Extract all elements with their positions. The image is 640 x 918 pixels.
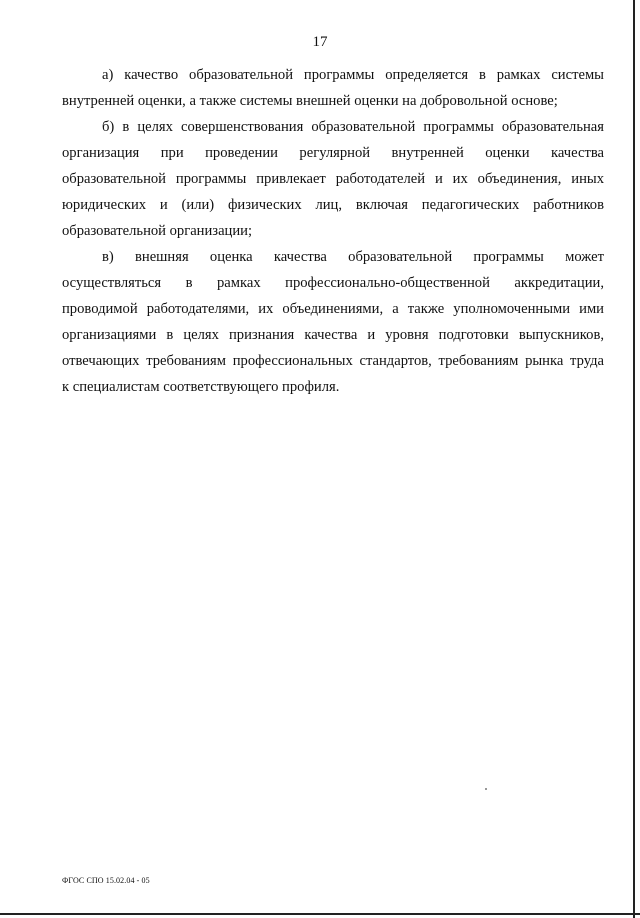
text-line: к специалистам соответствующего профиля. bbox=[62, 379, 340, 395]
footer-code: ФГОС СПО 15.02.04 - 05 bbox=[62, 876, 150, 885]
paragraph-a bbox=[62, 62, 604, 114]
paragraph-b bbox=[62, 114, 604, 244]
text-line: б) в целях совершенствования образовательной программы образовательная bbox=[102, 119, 604, 135]
text-line: осуществляться в рамках профессионально-общественной аккредитации, bbox=[62, 275, 604, 291]
scan-speck bbox=[485, 788, 487, 790]
text-line: образовательной организации; bbox=[62, 223, 253, 239]
text-line: в) внешняя оценка качества образовательной программы может bbox=[102, 249, 604, 265]
text-line: юридических и (или) физических лиц, включая педагогических работников bbox=[62, 197, 604, 213]
text-line: а) качество образовательной программы определяется в рамках системы bbox=[102, 67, 604, 83]
text-line: внутренней оценки, а также системы внешней оценки на добровольной основе; bbox=[62, 93, 558, 109]
text-line: организация при проведении регулярной внутренней оценки качества bbox=[62, 145, 604, 161]
paragraph-c bbox=[62, 244, 604, 400]
text-line: образовательной программы привлекает работодателей и их объединения, иных bbox=[62, 171, 604, 187]
scan-edge-right bbox=[633, 0, 635, 918]
text-line: организациями в целях признания качества и уровня подготовки выпускников, bbox=[62, 327, 604, 343]
text-line: отвечающих требованиям профессиональных стандартов, требованиям рынка труда bbox=[62, 353, 604, 369]
scan-edge-bottom bbox=[0, 913, 640, 915]
document-body bbox=[62, 62, 604, 400]
page-number: 17 bbox=[312, 34, 328, 50]
text-line: проводимой работодателями, их объединениями, а также уполномоченными ими bbox=[62, 301, 604, 317]
